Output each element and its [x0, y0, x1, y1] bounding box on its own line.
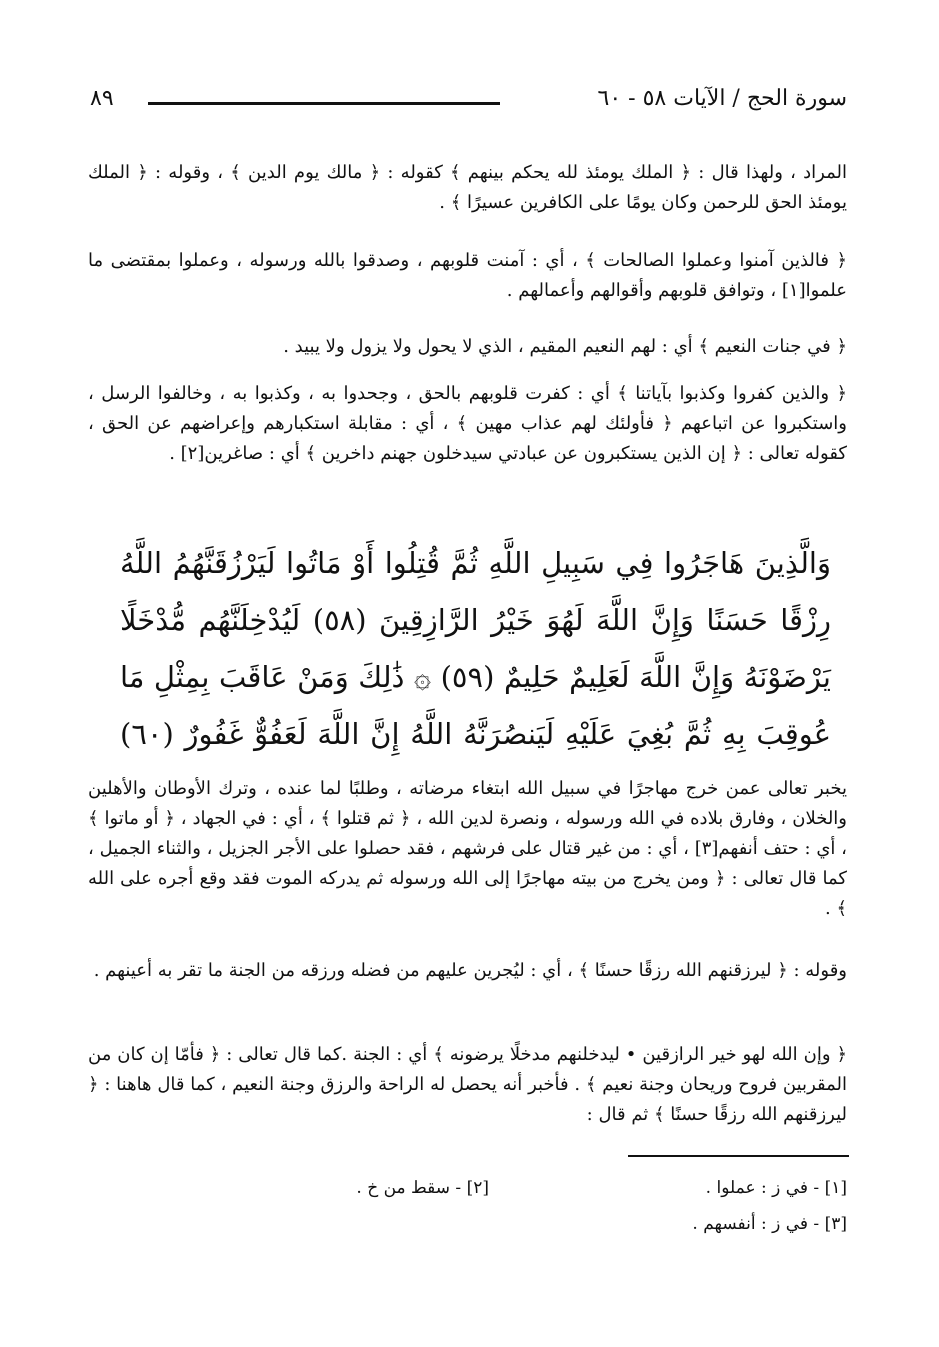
paragraph-3: ﴿ في جنات النعيم ﴾ أي : لهم النعيم المقيم ، الذي لا يحول ولا يزول ولا يبيد . [283, 336, 847, 357]
header-rule [148, 102, 500, 105]
paragraph-2: ﴿ فالذين آمنوا وعملوا الصالحات ﴾ ، أي : آمنت قلوبهم ، وصدقوا بالله ورسوله ، وعملوا بمقتضى ما علموا[١] ، وتوافق قلوبهم وأقوالهم وأعمالهم . [88, 250, 847, 301]
footnote-2: [٢] - سقط من خ . [356, 1178, 489, 1198]
paragraph-1: المراد ، ولهذا قال : ﴿ الملك يومئذ لله يحكم بينهم ﴾ كقوله : ﴿ مالك يوم الدين ﴾ ، وقوله : ﴿ الملك يومئذ الحق للرحمن وكان يومًا على الكافرين عسيرًا ﴾ . [88, 162, 847, 213]
page-number: ٨٩ [90, 86, 114, 111]
footnote-separator [628, 1155, 849, 1157]
paragraph-7: ﴿ وإن الله لهو خير الرازقين • ليدخلنهم مدخلًا يرضونه ﴾ أي : الجنة .كما قال تعالى : ﴿ فأمّا إن كان من المقربين فروح وريحان وجنة نعيم ﴾ . فأخبر أنه يحصل له الراحة والرزق وجنة النعيم ، كما قال هاهنا : ﴿ ليرزقنهم الله رزقًا حسنًا ﴾ ثم قال : [88, 1044, 847, 1125]
running-title: سورة الحج / الآيات ٥٨ - ٦٠ [597, 86, 847, 111]
paragraph-6: وقوله : ﴿ ليرزقنهم الله رزقًا حسنًا ﴾ ، أي : ليُجرين عليهم من فضله ورزقه من الجنة ما تقر به أعينهم . [93, 960, 847, 981]
page-header [90, 86, 847, 120]
footnote-3: [٣] - في ز : أنفسهم . [692, 1214, 847, 1234]
paragraph-4: ﴿ والذين كفروا وكذبوا بآياتنا ﴾ أي : كفرت قلوبهم بالحق ، وجحدوا به ، وكذبوا به ، وخالفوا الرسل ، واستكبروا عن اتباعهم ﴿ فأولئك لهم عذاب مهين ﴾ ، أي : مقابلة استكبارهم وإعراضهم عن الحق ، كقوله تعالى : ﴿ إن الذين يستكبرون عن عبادتي سيدخلون جهنم داخرين ﴾ أي : صاغرين[٢] . [88, 383, 847, 464]
paragraph-5: يخبر تعالى عمن خرج مهاجرًا في سبيل الله ابتغاء مرضاته ، وطلبًا لما عنده ، وترك الأوطان والأهلين والخلان ، وفارق بلاده في الله ورسوله ، ونصرة لدين الله ، ﴿ ثم قتلوا ﴾ ، أي : في الجهاد ، ﴿ أو ماتوا ﴾ ، أي : حتف أنفهم[٣] ، أي : من غير قتال على فرشهم ، فقد حصلوا على الأجر الجزيل ، والثناء الجميل ، كما قال تعالى : ﴿ ومن يخرج من بيته مهاجرًا إلى الله ورسوله ثم يدركه الموت فقد وقع أجره على الله ﴾ . [88, 778, 847, 919]
footnote-1: [١] - في ز : عملوا . [705, 1178, 847, 1198]
quran-verse-block: وَالَّذِينَ هَاجَرُوا فِي سَبِيلِ اللَّهِ ثُمَّ قُتِلُوا أَوْ مَاتُوا لَيَرْزُقَنَّهُمُ اللَّهُ رِزْقًا حَسَنًا وَإِنَّ اللَّهَ لَهُوَ خَيْرُ الرَّازِقِينَ (٥٨) لَيُدْخِلَنَّهُم مُّدْخَلًا يَرْضَوْنَهُ وَإِنَّ اللَّهَ لَعَلِيمٌ حَلِيمٌ (٥٩) ۞ ذَٰلِكَ وَمَنْ عَاقَبَ بِمِثْلِ مَا عُوقِبَ بِهِ ثُمَّ بُغِيَ عَلَيْهِ لَيَنصُرَنَّهُ اللَّهُ إِنَّ اللَّهَ لَعَفُوٌّ غَفُورٌ (٦٠) [120, 546, 832, 751]
